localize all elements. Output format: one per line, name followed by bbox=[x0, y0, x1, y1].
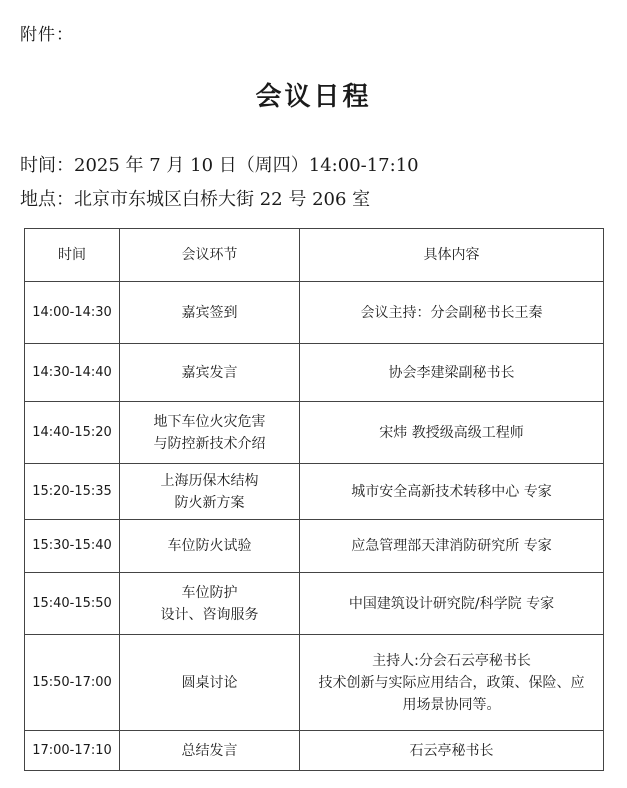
row-session-line: 总结发言 bbox=[181, 742, 238, 759]
meeting-place bbox=[20, 185, 370, 211]
row-content-line: 技术创新与实际应用结合，政策、保险、应 bbox=[318, 674, 585, 691]
row-session bbox=[120, 344, 300, 402]
row-session-line: 与防控新技术介绍 bbox=[153, 435, 266, 452]
row-session bbox=[120, 282, 300, 344]
row-content bbox=[300, 635, 604, 731]
row-time: 15:40-15:50 bbox=[25, 573, 120, 635]
row-time: 15:50-17:00 bbox=[25, 635, 120, 731]
table-row bbox=[25, 635, 604, 731]
row-content bbox=[300, 464, 604, 520]
table-row bbox=[25, 344, 604, 402]
header-time: 时间 bbox=[25, 229, 120, 282]
schedule-table bbox=[24, 228, 604, 771]
row-session-line: 设计、咨询服务 bbox=[160, 606, 259, 623]
row-session bbox=[120, 520, 300, 573]
row-content-line: 石云亭秘书长 bbox=[409, 742, 494, 759]
row-session-line: 防火新方案 bbox=[174, 494, 245, 511]
row-content bbox=[300, 573, 604, 635]
row-session-line: 车位防护 bbox=[181, 584, 238, 601]
row-content-line: 中国建筑设计研究院/科学院 专家 bbox=[348, 595, 555, 612]
row-time: 15:20-15:35 bbox=[25, 464, 120, 520]
table-row bbox=[25, 520, 604, 573]
row-content bbox=[300, 282, 604, 344]
table-header-row bbox=[25, 229, 604, 282]
table-row bbox=[25, 402, 604, 464]
row-content-line: 主持人:分会石云亭秘书长 bbox=[372, 652, 531, 669]
row-session bbox=[120, 464, 300, 520]
place-value: 北京市东城区白桥大街 22 号 206 室 bbox=[74, 189, 371, 210]
row-session-line: 上海历保木结构 bbox=[160, 472, 259, 489]
time-value: 2025 年 7 月 10 日（周四）14:00-17:10 bbox=[74, 155, 419, 176]
row-content-line: 协会李建梁副秘书长 bbox=[388, 364, 515, 381]
row-session bbox=[120, 635, 300, 731]
row-session-line: 地下车位火灾危害 bbox=[153, 413, 266, 430]
row-content-line: 宋炜 教授级高级工程师 bbox=[379, 424, 524, 441]
attachment-label: 附件： bbox=[20, 25, 74, 45]
row-time: 15:30-15:40 bbox=[25, 520, 120, 573]
table-row bbox=[25, 464, 604, 520]
row-content bbox=[300, 402, 604, 464]
row-time: 17:00-17:10 bbox=[25, 731, 120, 771]
row-content-line: 会议主持：分会副秘书长王秦 bbox=[360, 304, 543, 321]
row-session-line: 嘉宾签到 bbox=[181, 304, 238, 321]
row-content-line: 应急管理部天津消防研究所 专家 bbox=[351, 538, 552, 554]
header-content: 具体内容 bbox=[300, 229, 604, 282]
schedule-body bbox=[25, 282, 604, 771]
place-label: 地点： bbox=[20, 189, 74, 210]
time-label: 时间： bbox=[20, 155, 74, 176]
row-session-line: 圆桌讨论 bbox=[181, 674, 238, 691]
row-content bbox=[300, 520, 604, 573]
table-row bbox=[25, 731, 604, 771]
row-session bbox=[120, 573, 300, 635]
table-row bbox=[25, 282, 604, 344]
row-content-line: 城市安全高新技术转移中心 专家 bbox=[351, 483, 552, 500]
page-title: 会议日程 bbox=[255, 82, 372, 112]
meeting-time bbox=[20, 151, 419, 177]
row-session-line: 嘉宾发言 bbox=[181, 364, 238, 381]
table-row bbox=[25, 573, 604, 635]
row-content bbox=[300, 731, 604, 771]
row-time: 14:40-15:20 bbox=[25, 402, 120, 464]
header-session: 会议环节 bbox=[120, 229, 300, 282]
row-content bbox=[300, 344, 604, 402]
row-time: 14:00-14:30 bbox=[25, 282, 120, 344]
row-content-line: 用场景协同等。 bbox=[402, 696, 501, 713]
row-time: 14:30-14:40 bbox=[25, 344, 120, 402]
row-session bbox=[120, 731, 300, 771]
row-session bbox=[120, 402, 300, 464]
row-session-line: 车位防火试验 bbox=[167, 538, 252, 554]
